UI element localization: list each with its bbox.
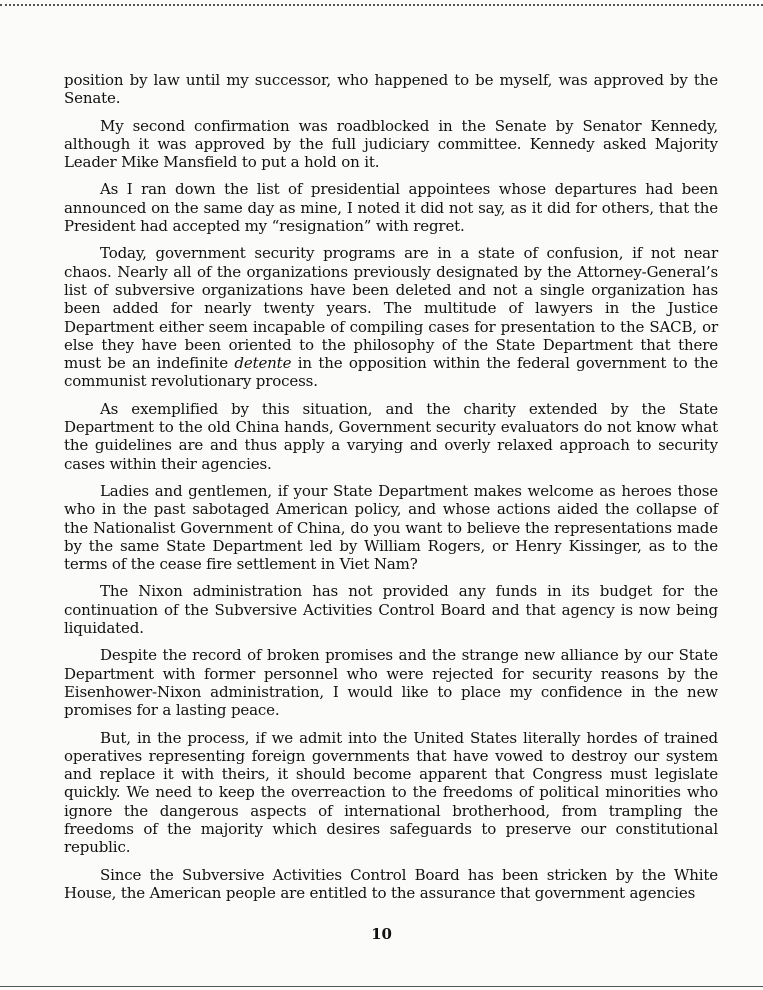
paragraph-8: Despite the record of broken promises and the strange new alliance by our State Department with former personnel who were rejected for security reasons by the Eisenhower-Nixon administration, I would like to place my confidence in the new promises for a lasting peace. bbox=[64, 646, 718, 720]
page-number: 10 bbox=[371, 925, 392, 943]
paragraph-4 bbox=[64, 244, 718, 390]
bottom-rule bbox=[0, 986, 763, 988]
paragraph-5: As exemplified by this situation, and the charity extended by the State Department to the old China hands, Government security evaluators do not know what the guidelines are and thus apply a varying and overly relaxed approach to security cases within their agencies. bbox=[64, 399, 718, 473]
paragraph-2: My second confirmation was roadblocked in the Senate by Senator Kennedy, although it was approved by the full judiciary committee. Kennedy asked Majority Leader Mike Mansfield to put a hold on it. bbox=[64, 116, 718, 172]
paragraph-10: Since the Subversive Activities Control Board has been stricken by the White House, the American people are entitled to the assurance that government agencies bbox=[64, 865, 718, 902]
paragraph-6: Ladies and gentlemen, if your State Department makes welcome as heroes those who in the past sabotaged American policy, and whose actions aided the collapse of the Nationalist Government of China, do you want to believe the representations made by the same State Department led by William Rogers, or Henry Kissinger, as to the terms of the cease fire settlement in Viet Nam? bbox=[64, 481, 718, 574]
paragraph-1: position by law until my successor, who happened to be myself, was approved by the Senate. bbox=[64, 71, 718, 108]
paragraph-9: But, in the process, if we admit into the United States literally hordes of trained operatives representing foreign governments that have vowed to destroy our system and replace it with theirs, it should become apparent that Congress must legislate quickly. We need to keep the overreaction to the freedoms of political minorities who ignore the dangerous aspects of international brotherhood, from trampling the freedoms of the majority which desires safeguards to preserve our constitutional republic. bbox=[64, 728, 718, 857]
paragraph-7: The Nixon administration has not provided any funds in its budget for the continuation of the Subversive Activities Control Board and that agency is now being liquidated. bbox=[64, 582, 718, 638]
detente-italic: detente bbox=[234, 354, 292, 373]
paragraph-4-text-start: Today, government security programs are in a state of confusion, if not near chaos. Nearly all of the organizations previously designated by the Attorney-General’s list of subversive organizations have been deleted and not a single organization has been added for nearly twenty years. The multitude of lawyers in the Justice Department either seem incapable of compiling cases for presentation to the SACB, or else they have been oriented to the philosophy of the State Department that there must be an indefinite bbox=[64, 244, 718, 373]
paragraph-4-text-end: in the opposition within the federal government to the communist revolutionary process. bbox=[64, 354, 719, 391]
top-rule bbox=[0, 4, 763, 8]
page-body bbox=[64, 71, 718, 911]
paragraph-3: As I ran down the list of presidential appointees whose departures had been announced on the same day as mine, I noted it did not say, as it did for others, that the President had accepted my “resignation” with regret. bbox=[64, 180, 718, 236]
